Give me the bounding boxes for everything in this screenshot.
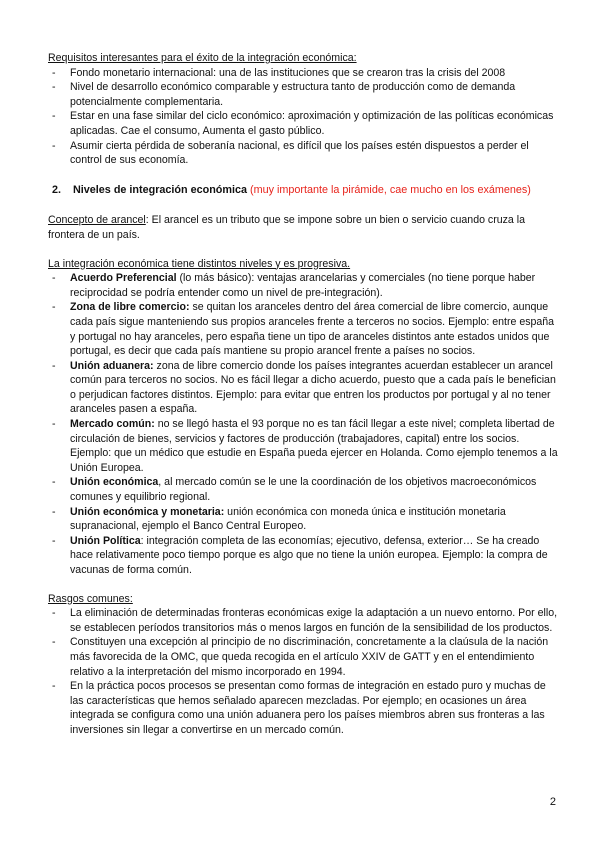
level-description: zona de libre comercio donde los países integrantes acuerdan establecer un arancel común para terceros no socios. No es fácil llegar a dicho acuerdo, puesto que a cada país le benefician o perjudican factores distintos. Ejemplo: para evitar que entren los productos por portugal y al no tener aranceles pasen a españa.	[70, 359, 556, 416]
arancel-text: : El arancel es un tributo que se impone sobre un bien o servicio cuando cruza la frontera de un país.	[48, 214, 526, 241]
requisitos-section	[48, 51, 560, 168]
rasgos-list	[48, 606, 560, 737]
arancel-label: Concepto de arancel	[48, 214, 146, 227]
level-description: no se llegó hasta el 93 porque no es tan fácil llegar a este nivel; completa libertad de circulación de bienes, servicios y factores de producción (trabajadores, capital) entre los socios. Ejemplo: que un médico que estudie en España pueda ejercer en Holanda. Como ejemplo tenemos a la Unión Europea.	[70, 418, 558, 474]
list-item: - En la práctica pocos procesos se presentan como formas de integración en estado puro y muchas de las características que hemos señalado aparecen mezcladas. Por ejemplo; en ocasiones un área integrada se configura como una unión aduanera pero los países miembros abren sus fronteras a las inversiones sin llegar a convertirse en un mercado común.	[48, 679, 560, 737]
level-name: Zona de libre comercio:	[70, 301, 190, 314]
level-name: Unión aduanera:	[70, 359, 154, 372]
list-item: - La eliminación de determinadas fronteras económicas exige la adaptación a un nuevo entorno. Por ello, se establecen períodos transitorios más o menos largos en función de la sensibilidad de los productos.	[48, 606, 560, 635]
level-description: , al mercado común se le une la coordinación de los objetivos macroeconómicos comunes y equilibrio regional.	[70, 476, 537, 504]
rasgos-section	[48, 592, 560, 738]
level-name: Mercado común:	[70, 418, 155, 431]
list-item: - Fondo monetario internacional: una de las instituciones que se crearon tras la crisis del 2008	[48, 66, 560, 81]
list-item	[48, 417, 560, 475]
level-name: Unión económica y monetaria:	[70, 505, 225, 518]
level-name: Unión Política	[70, 534, 141, 547]
list-item	[48, 534, 560, 578]
list-item	[48, 300, 560, 358]
list-item	[48, 271, 560, 300]
niveles-list	[48, 271, 560, 577]
niveles-heading: La integración económica tiene distintos niveles y es progresiva.	[48, 257, 351, 270]
level-name: Unión económica	[70, 476, 159, 489]
section-number: 2.	[52, 183, 62, 196]
level-description: : integración completa de las economías; ejecutivo, defensa, exterior… Se ha creado hace relativamente poco tiempo porque es algo que no tiene la unión europea. Ejemplo: la compra de vacunas de forma común.	[70, 534, 548, 576]
level-description: (lo más básico): ventajas arancelarias y comerciales (no tiene porque haber reciprocidad se podría entender como un nivel de pre-integración).	[70, 272, 536, 299]
list-item: - Estar en una fase similar del ciclo económico: aproximación y optimización de las políticas económicas aplicadas. Cae el consumo, Aumenta el gasto público.	[48, 109, 560, 138]
list-item: - Nivel de desarrollo económico comparable y estructura tanto de producción como de demanda potencialmente complementaria.	[48, 80, 560, 109]
niveles-section	[48, 257, 560, 578]
list-item	[48, 505, 560, 534]
level-description: se quitan los aranceles dentro del área comercial de libre comercio, aunque cada país sigue manteniendo sus propios aranceles frente a terceros no socios. Ejemplo: entre españa y portugal no hay aranceles, pero españa tiene un tipo de aranceles distintos ante estados unidos que portugal, es decir que cada país mantiene su propio arancel frente a países no socios.	[70, 301, 555, 358]
requisitos-list	[48, 66, 560, 168]
list-item: - Constituyen una excepción al principio de no discriminación, concretamente a la claúsula de la nación más favorecida de la OMC, que queda recogida en el artículo XXIV de GATT y en el entendimiento relativo a la interpretación del mismo incorporado en 1994.	[48, 635, 560, 679]
level-description: unión económica con moneda única e institución monetaria supranacional, ejemplo el Banco Central Europeo.	[70, 505, 506, 533]
arancel-definition	[48, 213, 560, 242]
section-title: Niveles de integración económica	[73, 183, 248, 196]
level-name: Acuerdo Preferencial	[70, 272, 177, 285]
rasgos-heading: Rasgos comunes:	[48, 592, 133, 605]
list-item: - Asumir cierta pérdida de soberanía nacional, es difícil que los países estén dispuestos a perder el control de sus economía.	[48, 139, 560, 168]
page-number: 2	[549, 796, 556, 808]
list-item	[48, 359, 560, 417]
document-page	[48, 51, 560, 738]
requisitos-heading: Requisitos interesantes para el éxito de la integración económica:	[48, 52, 357, 64]
section-2-heading	[48, 183, 560, 198]
list-item	[48, 475, 560, 504]
section-note: (muy importante la pirámide, cae mucho en los exámenes)	[250, 183, 531, 196]
